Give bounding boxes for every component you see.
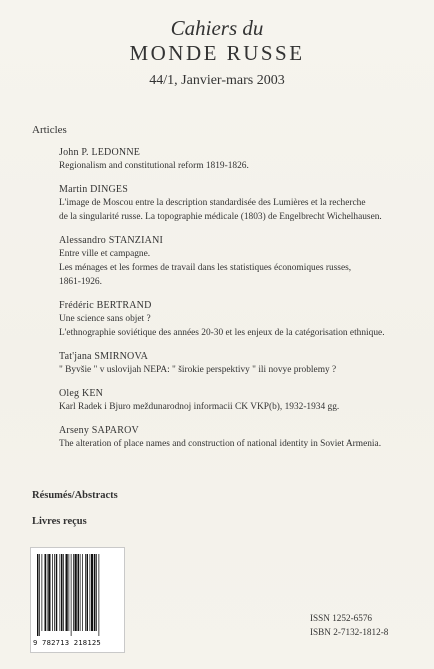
article-title: 1861-1926. — [59, 277, 102, 287]
article-list — [59, 147, 424, 462]
masthead — [0, 16, 434, 91]
article-author: Alessandro STANZIANI — [59, 235, 164, 246]
journal-title-line2: MONDE RUSSE — [129, 41, 305, 65]
article-smirnova — [59, 351, 424, 377]
article-stanziani — [59, 235, 424, 289]
article-dinges — [59, 184, 424, 224]
isbn: ISBN 2-7132-1812-8 — [310, 627, 389, 637]
article-author: John P. LEDONNE — [59, 147, 141, 158]
barcode-bars — [36, 554, 119, 636]
article-saparov — [59, 425, 424, 451]
article-author: Martin DINGES — [59, 184, 128, 195]
article-author: Arseny SAPAROV — [59, 425, 139, 436]
article-ken — [59, 388, 424, 414]
article-author: Oleg KEN — [59, 388, 104, 399]
articles-heading: Articles — [32, 124, 67, 136]
article-author: Frédéric BERTRAND — [59, 300, 152, 311]
livres-heading: Livres reçus — [32, 516, 87, 527]
barcode-digits: 9 782713 218125 — [33, 638, 101, 647]
article-ledonne — [59, 147, 424, 173]
article-title: Les ménages et les formes de travail dans les statistiques économiques russes, — [59, 263, 352, 273]
issn: ISSN 1252-6576 — [310, 613, 373, 623]
issue-number: 44/1, Janvier-mars 2003 — [149, 73, 285, 88]
article-title: Entre ville et campagne. — [59, 249, 151, 259]
article-title: de la singularité russe. La topographie médicale (1803) de Engelbrecht Wichelhausen. — [59, 212, 382, 222]
article-title: The alteration of place names and construction of national identity in Soviet Armenia. — [59, 439, 382, 449]
article-title: L'image de Moscou entre la description standardisée des Lumières et la recherche — [59, 198, 366, 208]
journal-title-line1: Cahiers du — [170, 16, 264, 40]
article-title: Karl Radek i Bjuro meždunarodnoj informacii CK VKP(b), 1932-1934 gg. — [59, 402, 340, 412]
article-title: " Byvšie " v uslovijah NEPA: " širokie perspektivy " ili novye problemy ? — [59, 365, 337, 375]
article-bertrand — [59, 300, 424, 340]
barcode — [30, 547, 125, 653]
article-title: Une science sans objet ? — [59, 314, 151, 324]
article-author: Tat'jana SMIRNOVA — [59, 351, 149, 362]
identifiers — [310, 611, 388, 639]
article-title: L'ethnographie soviétique des années 20-30 et les enjeux de la catégorisation ethnique. — [59, 328, 385, 338]
article-title: Regionalism and constitutional reform 1819-1826. — [59, 161, 249, 171]
resumes-heading: Résumés/Abstracts — [32, 490, 118, 501]
